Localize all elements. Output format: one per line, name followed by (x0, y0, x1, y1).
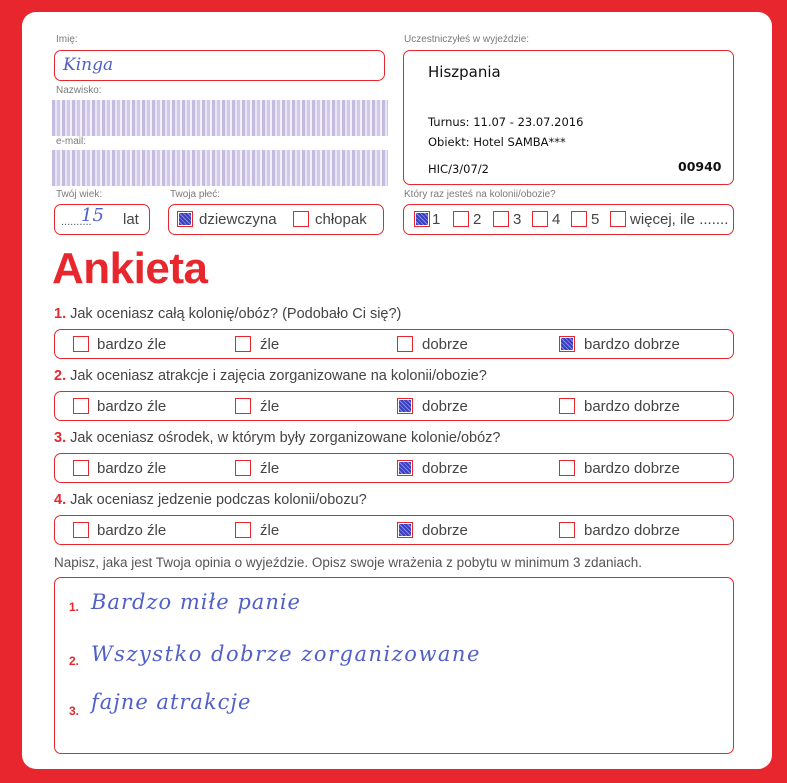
q1-label-bardzo-zle: bardzo źle (97, 336, 167, 353)
age-dots: .......... (61, 216, 92, 228)
name-label: Imię: (56, 34, 78, 45)
name-value: Kinga (63, 55, 114, 75)
times-label-more: więcej, ile ....... (630, 211, 729, 228)
redacted-surname (52, 100, 388, 136)
gender-checkbox-girl[interactable] (177, 211, 193, 227)
gender-checkbox-boy[interactable] (293, 211, 309, 227)
question-1-text: Jak oceniasz całą kolonię/obóz? (Podobało Ci się?) (70, 306, 402, 322)
times-checkbox-4[interactable] (532, 211, 548, 227)
opinion-prompt: Napisz, jaka jest Twoja opinia o wyjeździe. Opisz swoje wrażenia z pobytu w minimum 3 zdaniach. (54, 555, 643, 570)
age-unit: lat (123, 211, 139, 228)
times-label-3: 3 (513, 211, 522, 228)
q1-label-zle: źle (260, 336, 280, 353)
q1-checkbox-bardzo-dobrze[interactable] (559, 336, 575, 352)
opinion-line-3: fajne atrakcje (91, 690, 252, 714)
age-field[interactable] (54, 204, 150, 235)
q2-label-dobrze: dobrze (422, 398, 468, 415)
question-2-text: Jak oceniasz atrakcje i zajęcia zorganizowane na kolonii/obozie? (70, 368, 487, 384)
trip-number: 00940 (678, 159, 722, 174)
question-2-num: 2. (54, 368, 67, 384)
times-label-5: 5 (591, 211, 600, 228)
q3-checkbox-bardzo-zle[interactable] (73, 460, 89, 476)
question-4-num: 4. (54, 492, 67, 508)
q3-label-bardzo-zle: bardzo źle (97, 460, 167, 477)
q2-label-bardzo-dobrze: bardzo dobrze (584, 398, 680, 415)
answer-row-3 (54, 453, 734, 483)
question-3-num: 3. (54, 430, 67, 446)
q3-label-bardzo-dobrze: bardzo dobrze (584, 460, 680, 477)
q1-checkbox-bardzo-zle[interactable] (73, 336, 89, 352)
opinion-line-1-num: 1. (69, 600, 80, 614)
gender-field (168, 204, 384, 235)
question-4 (54, 492, 367, 508)
q1-label-bardzo-dobrze: bardzo dobrze (584, 336, 680, 353)
age-label: Twój wiek: (56, 189, 103, 200)
question-3 (54, 430, 500, 446)
question-4-text: Jak oceniasz jedzenie podczas kolonii/obozu? (70, 492, 367, 508)
q2-checkbox-dobrze[interactable] (397, 398, 413, 414)
times-checkbox-5[interactable] (571, 211, 587, 227)
question-1 (54, 306, 401, 322)
q2-checkbox-zle[interactable] (235, 398, 251, 414)
q4-checkbox-dobrze[interactable] (397, 522, 413, 538)
q2-checkbox-bardzo-dobrze[interactable] (559, 398, 575, 414)
email-label: e-mail: (56, 136, 87, 147)
times-field (403, 204, 734, 235)
q3-checkbox-bardzo-dobrze[interactable] (559, 460, 575, 476)
q4-checkbox-zle[interactable] (235, 522, 251, 538)
q1-checkbox-zle[interactable] (235, 336, 251, 352)
answer-row-1 (54, 329, 734, 359)
question-2 (54, 368, 487, 384)
gender-label-boy: chłopak (315, 211, 367, 228)
times-checkbox-more[interactable] (610, 211, 626, 227)
q4-checkbox-bardzo-dobrze[interactable] (559, 522, 575, 538)
gender-label: Twoja płeć: (170, 189, 221, 200)
age-value: 15 (81, 205, 104, 226)
times-label: Który raz jesteś na kolonii/obozie? (404, 189, 556, 200)
question-1-num: 1. (54, 306, 67, 322)
q3-label-zle: źle (260, 460, 280, 477)
times-checkbox-2[interactable] (453, 211, 469, 227)
survey-form (22, 12, 772, 769)
q3-checkbox-zle[interactable] (235, 460, 251, 476)
trip-code: HIC/3/07/2 (428, 162, 489, 176)
answer-row-2 (54, 391, 734, 421)
q4-label-bardzo-dobrze: bardzo dobrze (584, 522, 680, 539)
survey-title: Ankieta (52, 244, 208, 293)
opinion-line-2: Wszystko dobrze zorganizowane (91, 642, 481, 666)
gender-label-girl: dziewczyna (199, 211, 277, 228)
opinion-line-1: Bardzo miłe panie (91, 590, 301, 614)
q4-label-bardzo-zle: bardzo źle (97, 522, 167, 539)
opinion-line-3-num: 3. (69, 704, 80, 718)
trip-object: Obiekt: Hotel SAMBA*** (428, 135, 566, 149)
name-field[interactable] (54, 50, 385, 81)
q2-checkbox-bardzo-zle[interactable] (73, 398, 89, 414)
q4-checkbox-bardzo-zle[interactable] (73, 522, 89, 538)
times-label-1: 1 (432, 211, 441, 228)
surname-label: Nazwisko: (56, 85, 102, 96)
opinion-line-2-num: 2. (69, 654, 80, 668)
q2-label-zle: źle (260, 398, 280, 415)
q1-checkbox-dobrze[interactable] (397, 336, 413, 352)
q1-label-dobrze: dobrze (422, 336, 468, 353)
q2-label-bardzo-zle: bardzo źle (97, 398, 167, 415)
answer-row-4 (54, 515, 734, 545)
q4-label-zle: źle (260, 522, 280, 539)
opinion-box[interactable] (54, 577, 734, 754)
times-label-4: 4 (552, 211, 561, 228)
question-3-text: Jak oceniasz ośrodek, w którym były zorganizowane kolonie/obóz? (70, 430, 501, 446)
redacted-email (52, 150, 388, 186)
trip-label: Uczestniczyłeś w wyjeździe: (404, 34, 530, 45)
times-checkbox-3[interactable] (493, 211, 509, 227)
times-checkbox-1[interactable] (414, 211, 430, 227)
q3-checkbox-dobrze[interactable] (397, 460, 413, 476)
trip-turnus: Turnus: 11.07 - 23.07.2016 (428, 115, 584, 129)
q4-label-dobrze: dobrze (422, 522, 468, 539)
trip-destination: Hiszpania (428, 63, 501, 81)
trip-ticket (403, 50, 734, 185)
q3-label-dobrze: dobrze (422, 460, 468, 477)
times-label-2: 2 (473, 211, 482, 228)
